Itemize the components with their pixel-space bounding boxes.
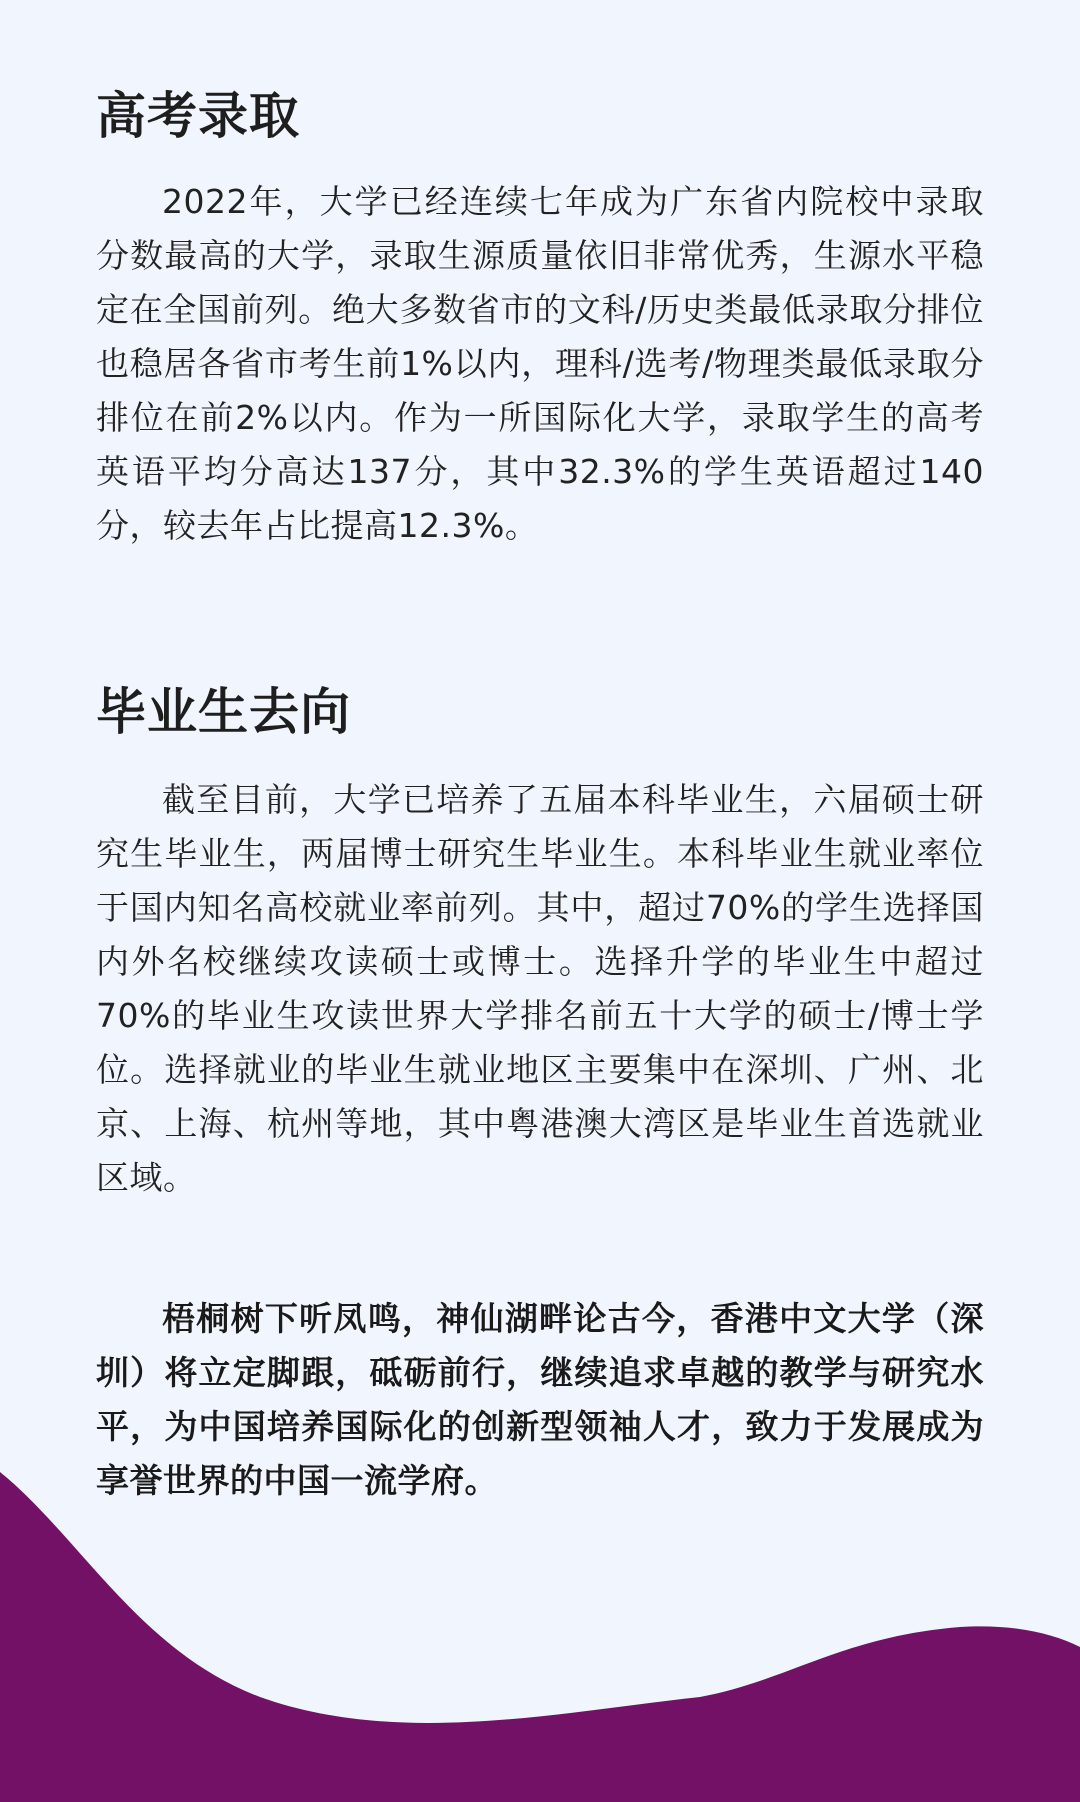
admission-paragraph: 2022年，大学已经连续七年成为广东省内院校中录取分数最高的大学，录取生源质量依旧非常优秀，生源水平稳定在全国前列。绝大多数省市的文科/历史类最低录取分排位也稳居各省市考生前1%以内，理科/选考/物理类最低录取分排位在前2%以内。作为一所国际化大学，录取学生的高考英语平均分高达137分，其中32.3%的学生英语超过140分，较去年占比提高12.3%。 [96,182,984,545]
closing-paragraph: 梧桐树下听凤鸣，神仙湖畔论古今，香港中文大学（深圳）将立定脚跟，砥砺前行，继续追求卓越的教学与研究水平，为中国培养国际化的创新型领袖人才，致力于发展成为享誉世界的中国一流学府。 [96,1299,984,1500]
section-title-graduates: 毕业生去向 [96,683,351,741]
graduates-paragraph: 截至目前，大学已培养了五届本科毕业生，六届硕士研究生毕业生，两届博士研究生毕业生。本科毕业生就业率位于国内知名高校就业率前列。其中，超过70%的学生选择国内外名校继续攻读硕士或博士。选择升学的毕业生中超过70%的毕业生攻读世界大学排名前五十大学的硕士/博士学位。选择就业的毕业生就业地区主要集中在深圳、广州、北京、上海、杭州等地，其中粤港澳大湾区是毕业生首选就业区域。 [96,780,984,1197]
purple-wave-decoration [0,1442,1080,1802]
section-title-admission: 高考录取 [96,87,300,145]
